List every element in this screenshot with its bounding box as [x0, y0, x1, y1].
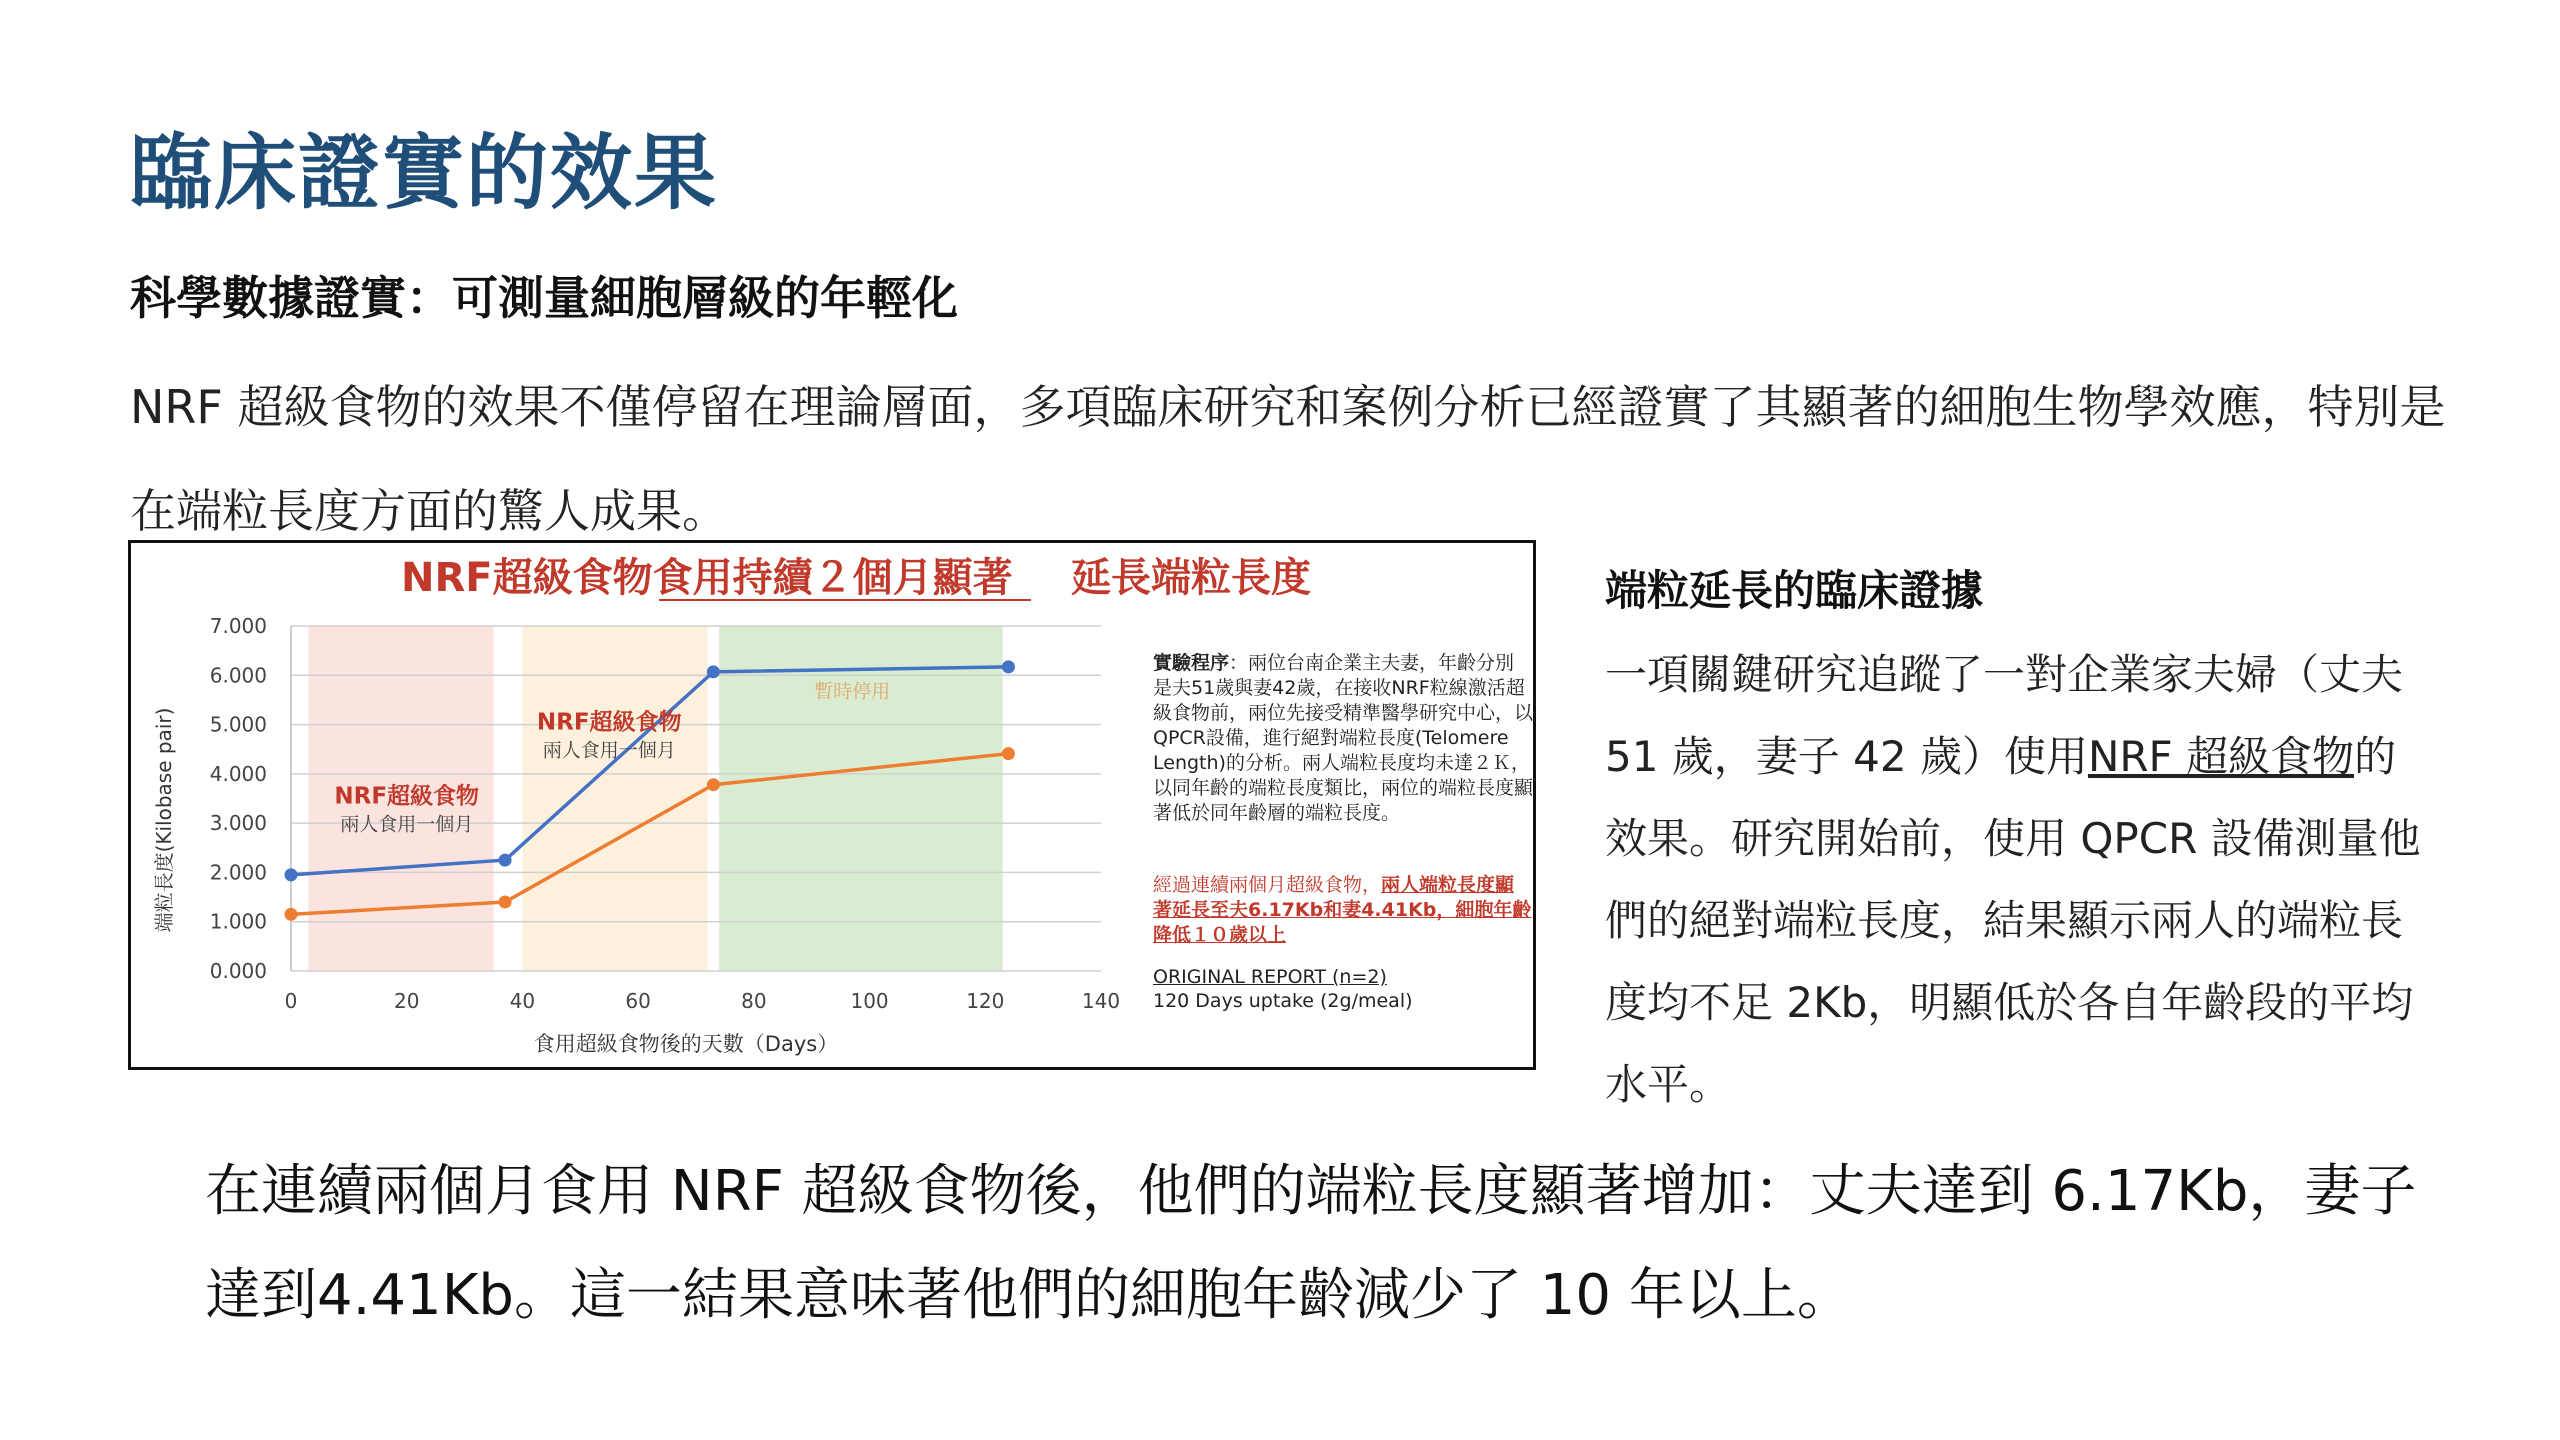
- x-tick-label: 140: [1081, 989, 1121, 1013]
- y-tick-label: 4.000: [209, 761, 267, 786]
- side-text-product: NRF 超級食物: [2087, 732, 2355, 781]
- series-point-1: [499, 896, 512, 909]
- y-tick-label: 6.000: [209, 663, 267, 688]
- series-point-0: [707, 665, 720, 678]
- y-tick-label: 1.000: [209, 909, 267, 934]
- experiment-note: [1153, 651, 1533, 826]
- band-annotation-sub-0: 兩人食用一個月: [340, 813, 474, 836]
- page-title: 臨床證實的效果: [130, 126, 719, 221]
- series-point-0: [285, 868, 298, 881]
- series-point-0: [1002, 660, 1015, 673]
- band-annotation-sub-1: 兩人食用一個月: [542, 739, 676, 762]
- experiment-result: [1153, 873, 1533, 948]
- x-tick-label: 120: [966, 989, 1005, 1013]
- telomere-chart: [128, 540, 1536, 1070]
- y-tick-label: 3.000: [209, 811, 267, 836]
- conclusion-paragraph: 在連續兩個月食用 NRF 超級食物後，他們的端粒長度顯著增加：丈夫達到 6.17Kb，妻子達到4.41Kb。這一結果意味著他們的細胞年齡減少了 10 年以上。: [205, 1159, 2417, 1328]
- y-tick-label: 5.000: [209, 712, 267, 737]
- side-text-2: 的效果。研究開始前，使用 QPCR 設備測量他們的絕對端粒長度，結果顯示兩人的端粒長度均不足 2Kb，明顯低於各自年齡段的平均水平。: [1605, 732, 2421, 1109]
- original-report-title: ORIGINAL REPORT (n=2): [1153, 966, 1387, 988]
- series-point-1: [1002, 747, 1015, 760]
- experiment-result-highlight: 兩人端粒長度顯著延長至夫6.17Kb和妻4.41Kb，細胞年齡降低１０歲以上: [1153, 874, 1532, 946]
- series-point-1: [707, 778, 720, 791]
- phase-band-1: [522, 626, 707, 971]
- chart-title-part1: NRF超級食物食用持續２個月顯著: [401, 555, 1013, 601]
- y-tick-label: 7.000: [209, 614, 267, 638]
- x-tick-label: 20: [393, 989, 420, 1013]
- x-tick-label: 60: [625, 989, 651, 1013]
- band-annotation-1: NRF超級食物: [536, 709, 682, 736]
- x-tick-label: 100: [850, 989, 889, 1013]
- x-tick-label: 40: [509, 989, 536, 1013]
- intro-paragraph: NRF 超級食物的效果不僅停留在理論層面，多項臨床研究和案例分析已經證實了其顯著的細胞生物學效應，特別是在端粒長度方面的驚人成果。: [130, 380, 2446, 538]
- y-tick-label: 0.000: [209, 959, 267, 983]
- side-paragraph: [1605, 634, 2435, 1126]
- experiment-result-plain: 經過連續兩個月超級食物，: [1153, 874, 1382, 896]
- page-subtitle: 科學數據證實：可測量細胞層級的年輕化: [130, 271, 958, 325]
- chart-title-part2: 延長端粒長度: [1071, 555, 1311, 601]
- y-axis-label: 端粒長度(Kilobase pair): [152, 707, 176, 933]
- side-title: 端粒延長的臨床證據: [1605, 566, 1984, 615]
- experiment-note-head: 實驗程序: [1153, 652, 1230, 674]
- series-point-0: [499, 854, 512, 867]
- phase-band-2: [719, 626, 1003, 971]
- original-report: [1153, 965, 1533, 1013]
- original-report-detail: 120 Days uptake (2g/meal): [1153, 990, 1413, 1012]
- band-annotation-0: NRF超級食物: [334, 783, 480, 810]
- band-annotation-2: 暫時停用: [814, 680, 891, 703]
- x-tick-label: 80: [741, 989, 767, 1013]
- side-text-1: 一項關鍵研究追蹤了一對企業家夫婦（丈夫 51 歲，妻子 42 歲）使用: [1605, 650, 2404, 781]
- x-axis-label: 食用超級食物後的天數（Days）: [533, 1032, 839, 1056]
- x-tick-label: 0: [284, 989, 298, 1013]
- experiment-note-body: ：兩位台南企業主夫妻，年齡分別是夫51歲與妻42歲，在接收NRF粒線激活超級食物前，兩位先接受精準醫學研究中心，以QPCR設備，進行絕對端粒長度(Telomere Length)的分析。兩人端粒長度均未達２Ｋ，以同年齡的端粒長度類比，兩位的端粒長度顯著低於同年齡層的端粒長度。: [1153, 652, 1534, 824]
- y-tick-label: 2.000: [209, 860, 267, 885]
- series-point-1: [285, 908, 298, 921]
